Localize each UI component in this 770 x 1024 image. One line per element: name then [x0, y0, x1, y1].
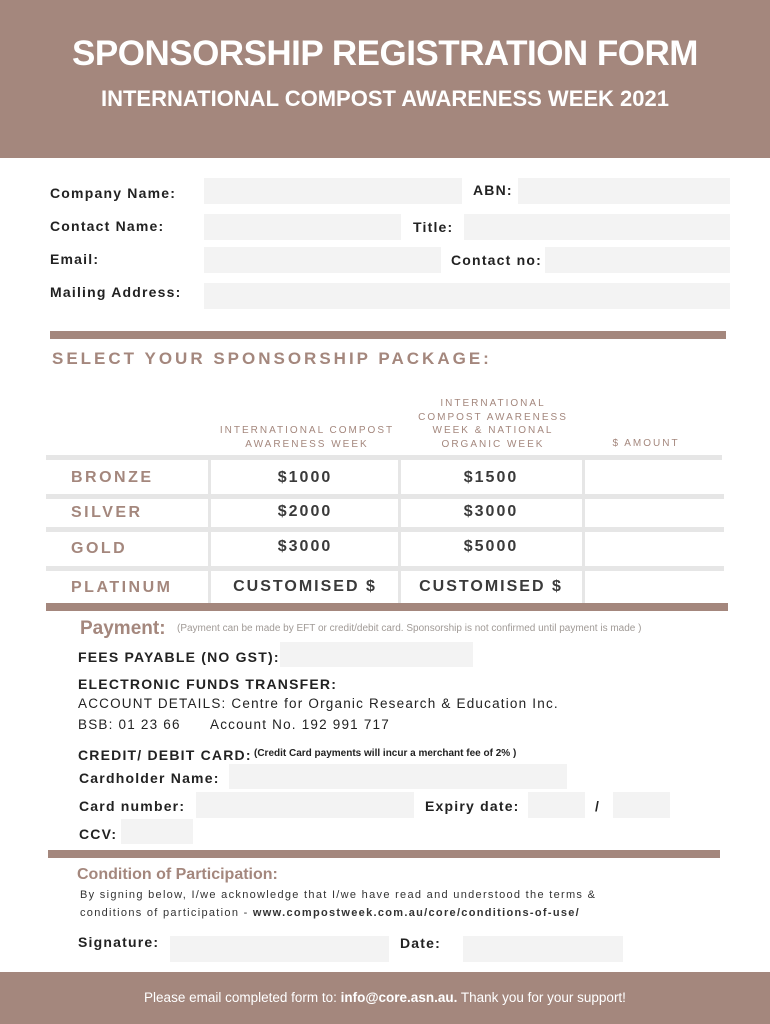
table-row-divider: [46, 494, 724, 499]
tier-gold: GOLD: [71, 540, 128, 557]
signature-field[interactable]: [170, 936, 389, 962]
expiry-month-field[interactable]: [528, 792, 585, 818]
date-field[interactable]: [463, 936, 623, 962]
conditions-heading: Condition of Participation:: [77, 866, 278, 883]
company-name-field[interactable]: [204, 178, 462, 204]
account-details: ACCOUNT DETAILS: Centre for Organic Research & Education Inc.: [78, 696, 559, 711]
payment-note: (Payment can be made by EFT or credit/debit card. Sponsorship is not confirmed until payment is made ): [177, 623, 642, 634]
conditions-text-line1: By signing below, I/we acknowledge that I/we have read and understood the terms &: [80, 889, 597, 901]
conditions-link[interactable]: www.compostweek.com.au/core/conditions-of-use/: [252, 907, 581, 919]
fees-payable-label: FEES PAYABLE (NO GST):: [78, 649, 280, 665]
section-divider: [48, 850, 720, 858]
table-row-divider: [46, 566, 724, 571]
footer-text: [0, 990, 770, 1005]
price-bronze-icaw-now[interactable]: $1500: [463, 469, 519, 486]
amount-platinum-field[interactable]: [586, 572, 722, 602]
conditions-text-prefix: conditions of participation -: [80, 907, 253, 919]
eft-label: ELECTRONIC FUNDS TRANSFER:: [78, 676, 338, 692]
credit-debit-card-label: CREDIT/ DEBIT CARD:: [78, 747, 252, 763]
card-number-field[interactable]: [196, 792, 414, 818]
price-gold-icaw-now[interactable]: $5000: [463, 538, 519, 555]
tier-silver: SILVER: [71, 504, 143, 521]
form-title: SPONSORSHIP REGISTRATION FORM: [72, 34, 698, 73]
amount-bronze-field[interactable]: [586, 461, 722, 493]
price-silver-icaw-now[interactable]: $3000: [463, 503, 519, 520]
mailing-address-field[interactable]: [204, 283, 730, 309]
card-number-label: Card number:: [79, 798, 186, 814]
title-label: Title:: [413, 219, 454, 235]
table-column-divider: [208, 460, 211, 603]
table-column-divider: [582, 460, 585, 603]
tier-bronze: BRONZE: [71, 469, 154, 486]
price-gold-icaw[interactable]: $3000: [277, 538, 333, 555]
contact-no-label: Contact no:: [451, 252, 542, 268]
email-label: Email:: [50, 251, 100, 267]
expiry-date-label: Expiry date:: [425, 798, 520, 814]
header-banner: [0, 0, 770, 158]
package-heading: SELECT YOUR SPONSORSHIP PACKAGE:: [52, 349, 492, 368]
fees-payable-field[interactable]: [280, 642, 473, 667]
table-row-divider: [46, 527, 724, 532]
tier-platinum: PLATINUM: [71, 579, 173, 596]
price-silver-icaw[interactable]: $2000: [277, 503, 333, 520]
conditions-text-line2: [80, 904, 580, 922]
amount-gold-field[interactable]: [586, 533, 722, 565]
ccv-field[interactable]: [121, 819, 193, 844]
abn-label: ABN:: [473, 182, 513, 198]
column-header-amount: $ AMOUNT: [612, 438, 680, 449]
footer-email-link[interactable]: info@core.asn.au.: [340, 990, 458, 1005]
abn-field[interactable]: [518, 178, 730, 204]
column-header-icaw: INTERNATIONAL COMPOST AWARENESS WEEK: [219, 425, 395, 450]
mailing-address-label: Mailing Address:: [50, 284, 182, 300]
column-header-icaw-now: INTERNATIONAL COMPOST AWARENESS WEEK & NATIONAL ORGANIC WEEK: [418, 398, 568, 450]
form-subtitle: INTERNATIONAL COMPOST AWARENESS WEEK 2021: [100, 86, 669, 111]
cardholder-name-label: Cardholder Name:: [79, 770, 220, 786]
table-bottom-bar: [46, 603, 728, 611]
footer-prefix: Please email completed form to:: [144, 990, 341, 1005]
title-field[interactable]: [464, 214, 730, 240]
table-row-divider: [46, 455, 722, 460]
ccv-label: CCV:: [79, 826, 118, 842]
contact-name-field[interactable]: [204, 214, 401, 240]
email-field[interactable]: [204, 247, 441, 273]
footer-suffix: Thank you for your support!: [457, 990, 626, 1005]
signature-label: Signature:: [78, 934, 160, 950]
date-label: Date:: [400, 935, 442, 951]
contact-no-field[interactable]: [545, 247, 730, 273]
contact-name-label: Contact Name:: [50, 218, 165, 234]
price-platinum-icaw-now[interactable]: CUSTOMISED $: [419, 578, 563, 595]
price-bronze-icaw[interactable]: $1000: [277, 469, 333, 486]
account-number: Account No. 192 991 717: [210, 717, 390, 732]
section-divider: [50, 331, 726, 339]
company-name-label: Company Name:: [50, 185, 177, 201]
payment-heading: Payment:: [80, 618, 166, 639]
card-fee-note: (Credit Card payments will incur a merchant fee of 2% ): [254, 748, 517, 759]
cardholder-name-field[interactable]: [229, 764, 567, 789]
bsb-number: BSB: 01 23 66: [78, 717, 181, 732]
expiry-year-field[interactable]: [613, 792, 670, 818]
expiry-separator: /: [595, 798, 601, 814]
amount-silver-field[interactable]: [586, 500, 722, 526]
price-platinum-icaw[interactable]: CUSTOMISED $: [233, 578, 377, 595]
